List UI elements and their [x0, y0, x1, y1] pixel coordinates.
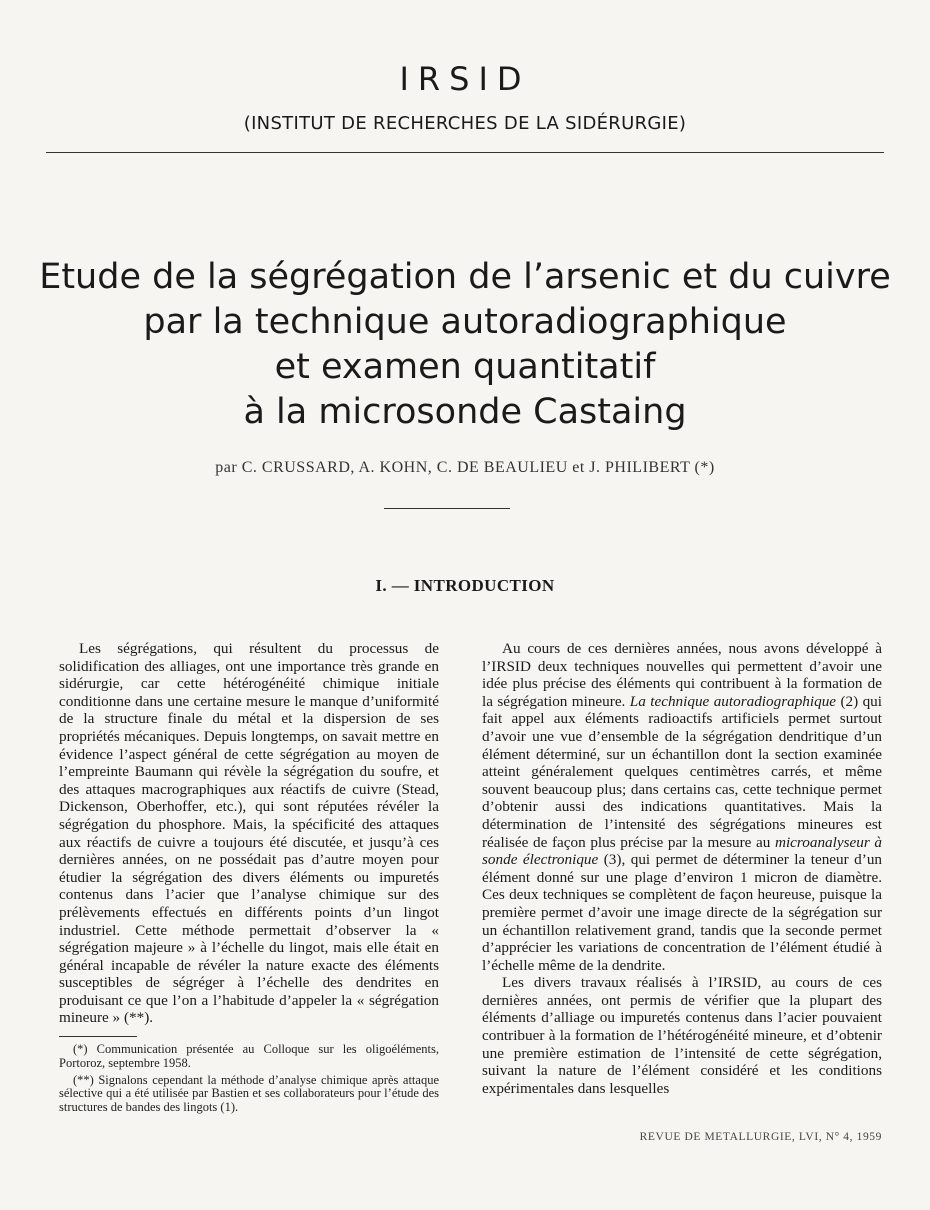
title-line: par la technique autoradiographique — [143, 302, 787, 342]
article-title — [20, 255, 910, 435]
emphasis-text: La technique autoradiographique — [629, 692, 837, 710]
footnote: (**) Signalons cependant la méthode d’analyse chimique après attaque sélective qui a été utilisée par Bastien et ses collaborateurs pour l’étude des structures de bandes des lingots (1). — [59, 1072, 439, 1115]
paragraph — [482, 640, 882, 974]
title-line: Etude de la ségrégation de l’arsenic et du cuivre — [39, 257, 891, 297]
right-column — [482, 640, 882, 1097]
text-run: (2) qui fait appel aux éléments radioactifs artificiels permet surtout d’avoir une vue d’ensemble de la ségrégation dendritique d’un élément déterminé, sur un échantillon dont la section examinée atteint généralement quelques centimètres carrés, et même souvent beaucoup plus; dans certains cas, cette technique permet d’obtenir aussi des indications quantitatives. Mais la détermination de l’intensité des ségrégations mineures est réalisée de façon plus précise par la mesure au — [482, 692, 882, 851]
header-rule — [46, 152, 884, 153]
text-run: Au cours de ces dernières années, nous avons développé à l’IRSID deux techniques nouvelles qui permettent d’avoir une idée plus précise des éléments qui contribuent à la formation de la ségrégation mineure. — [482, 640, 882, 710]
footnote-rule — [59, 1036, 137, 1037]
text-run: (3), qui permet de déterminer la teneur d’un élément donné sur une plage d’environ 1 micron de diamètre. Ces deux techniques se complètent de façon heureuse, puisque la première permet d’avoir une image directe de la ségrégation sur un échantillon relativement grand, tandis que la seconde permet d’apprécier les variations de concentration de l’élément étudié à l’échelle même de la dendrite. — [482, 851, 883, 974]
title-line: à la microsonde Castaing — [243, 392, 687, 432]
running-footer: REVUE DE METALLURGIE, LVI, N° 4, 1959 — [639, 1131, 882, 1143]
paragraph: Les ségrégations, qui résultent du processus de solidification des alliages, ont une importance très grande en sidérurgie, car cette hétérogénéité chimique initiale conditionne dans une certaine mesure le manque d’uniformité de la structure finale du métal et la dispersion de ses propriétés mécaniques. Depuis longtemps, on savait mettre en évidence l’aspect général de cette ségrégation au moyen de l’empreinte Baumann qui révèle la ségrégation du soufre, et des attaques macrographiques aux réactifs de cuivre (Stead, Dickenson, Oberhoffer, etc.), qui sont réputées révéler la ségrégation du phosphore. Mais, la spécificité des attaques aux réactifs de cuivre a toujours été discutée, et jusqu’à ces dernières années, on ne possédait pas d’autre moyen pour étudier la ségrégation des divers éléments ou impuretés contenus dans l’acier que l’analyse chimique sur des prélèvements effectués en différents points d’un lingot industriel. Cette méthode permettait d’observer la « ségrégation majeure » à l’échelle du lingot, mais elle était en général incapable de révéler la nature exacte des éléments susceptibles de ségréger à l’échelle des dendrites en produisant ce que l’on a l’habitude d’appeler la « ségrégation mineure » (**). — [59, 640, 439, 1027]
section-heading: I. — INTRODUCTION — [375, 576, 555, 595]
footnote: (*) Communication présentée au Colloque sur les oligoéléments, Portoroz, septembre 1958. — [59, 1042, 439, 1070]
organization-name: IRSID — [399, 60, 531, 98]
author-byline: par C. CRUSSARD, A. KOHN, C. DE BEAULIEU et J. PHILIBERT (*) — [215, 459, 715, 476]
byline-rule — [384, 508, 510, 509]
organization-fullname: (INSTITUT DE RECHERCHES DE LA SIDÉRURGIE) — [243, 113, 687, 134]
emphasis-text: microanalyseur à sonde électronique — [482, 833, 882, 869]
footnotes — [59, 1043, 439, 1118]
title-line: et examen quantitatif — [274, 347, 656, 387]
paragraph: Les divers travaux réalisés à l’IRSID, au cours de ces dernières années, ont permis de vérifier que la plupart des éléments d’alliage ou impuretés contenus dans l’acier pouvaient contribuer à la formation de l’hétérogénéité mineure, et d’obtenir une première estimation de l’intensité de cette ségrégation, suivant la nature de l’élément considéré et les conditions expérimentales dans lesquelles — [482, 974, 882, 1097]
left-column — [59, 640, 439, 1027]
